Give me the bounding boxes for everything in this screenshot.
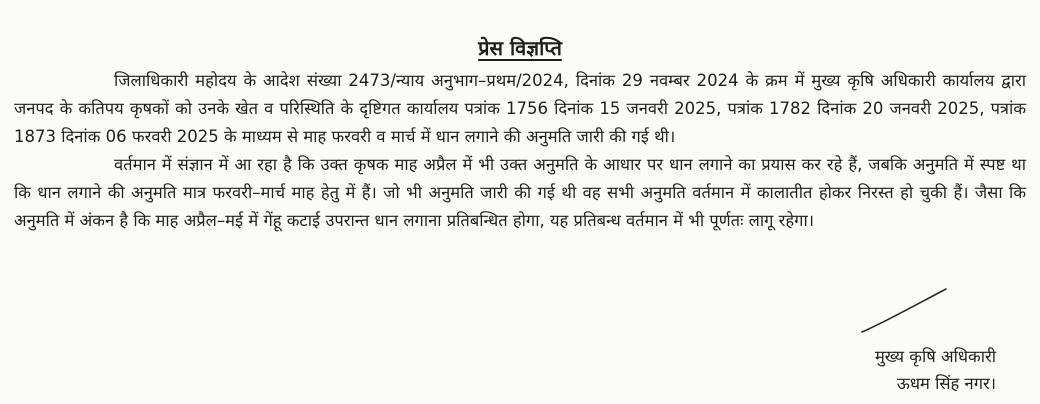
signature-icon — [860, 286, 950, 336]
paragraph-1: जिलाधिकारी महोदय के आदेश संख्या 2473/न्याय अनुभाग–प्रथम/2024, दिनांक 29 नवम्बर 2024 के क्रम में मुख्य कृषि अधिकारी कार्यालय द्वारा जनपद के कतिपय कृषकों को उनके खेत व परिस्थिति के दृष्टिगत कार्यालय पत्रांक 1756 दिनांक 15 जनवरी 2025, पत्रांक 1782 दिनांक 20 जनवरी 2025, पत्रांक 1873 दिनांक 06 फरवरी 2025 के माध्यम से माह फरवरी व मार्च में धान लगाने की अनुमति जारी की गई थी। — [14, 71, 1026, 146]
document-body — [14, 67, 1026, 235]
paragraph-2: वर्तमान में संज्ञान में आ रहा है कि उक्त कृषक माह अप्रैल में भी उक्त अनुमति के आधार पर धान लगाने का प्रयास कर रहे हैं, जबकि अनुमति में स्पष्ट था कि धान लगाने की अनुमति मात्र फरवरी–मार्च माह हेतु में हैं। जो भी अनुमति जारी की गई थी वह सभी अनुमति वर्तमान में कालातीत होकर निरस्त हो चुकी हैं। जैसा कि अनुमति में अंकन है कि माह अप्रैल–मई में गेंहू कटाई उपरान्त धान लगाना प्रतिबन्धित होगा, यह प्रतिबन्ध वर्तमान में भी पूर्णतः लागू रहेगा। — [14, 155, 1026, 230]
document-title: प्रेस विज्ञप्ति — [478, 36, 562, 60]
signoff-block — [875, 343, 996, 397]
officer-location: ऊधम सिंह नगर। — [896, 374, 996, 393]
officer-designation: मुख्य कृषि अधिकारी — [874, 347, 996, 366]
